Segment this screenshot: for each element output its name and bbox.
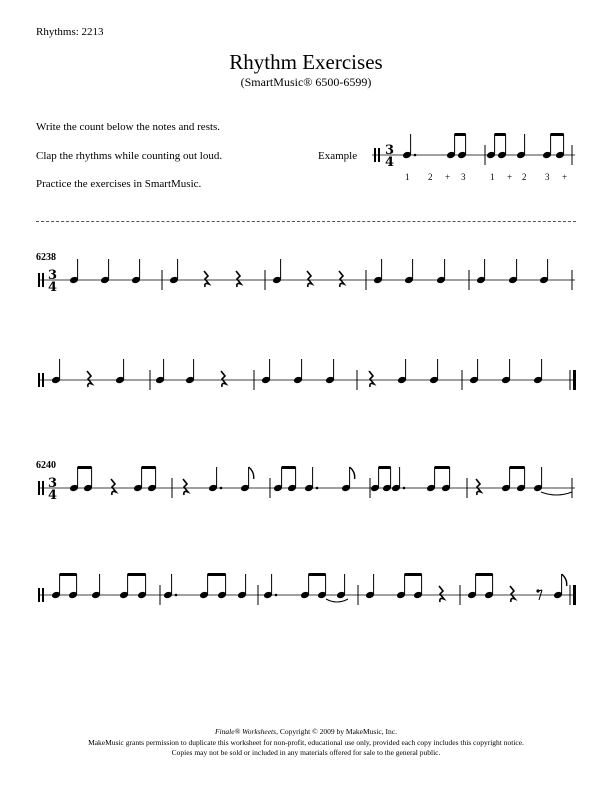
percussion-clef	[38, 481, 40, 495]
time-signature-top: 3	[385, 143, 395, 158]
beam	[208, 573, 226, 576]
divider	[36, 221, 576, 222]
dot	[175, 594, 178, 597]
example-staff	[0, 135, 612, 195]
quarter-rest	[439, 586, 444, 602]
percussion-clef	[38, 373, 40, 387]
percussion-clef	[38, 273, 40, 287]
beam	[78, 466, 92, 469]
beam	[379, 466, 391, 469]
instruction-3: Practice the exercises in SmartMusic.	[36, 178, 202, 190]
percussion-clef	[42, 373, 44, 387]
final-barline	[573, 370, 576, 390]
time-signature-top: 3	[48, 268, 58, 283]
quarter-rest	[510, 586, 515, 602]
dot	[316, 487, 319, 490]
quarter-rest	[476, 479, 481, 495]
dot	[220, 487, 223, 490]
example-count-1: 1	[405, 172, 410, 182]
beam	[551, 133, 564, 136]
dot	[275, 594, 278, 597]
beam	[405, 573, 422, 576]
percussion-clef	[374, 148, 376, 162]
eighth-flag	[249, 467, 254, 479]
tie	[541, 492, 572, 495]
time-signature-bottom: 4	[385, 155, 395, 170]
dot	[403, 487, 406, 490]
percussion-clef	[42, 481, 44, 495]
exercise-6240-line-1	[0, 463, 612, 513]
copyright-line-3: Copies may not be sold or included in any materials offered for sale to the general public.	[171, 748, 441, 757]
beam	[282, 466, 296, 469]
quarter-rest	[87, 371, 92, 387]
percussion-clef	[378, 148, 380, 162]
tie	[326, 599, 348, 602]
worksheet-label: Rhythms: 2213	[36, 26, 104, 38]
final-barline	[573, 585, 576, 605]
time-signature-bottom: 4	[48, 488, 58, 503]
instruction-2: Clap the rhythms while counting out loud.	[36, 150, 223, 162]
example-count-3: +	[445, 172, 451, 182]
example-count-5: 1	[490, 172, 495, 182]
beam	[142, 466, 156, 469]
exercise-6238-line-2	[0, 355, 612, 405]
beam	[476, 573, 493, 576]
percussion-clef	[38, 588, 40, 602]
example-count-7: 2	[522, 172, 527, 182]
beam	[60, 573, 77, 576]
eighth-flag	[350, 467, 355, 479]
example-count-6: +	[507, 172, 513, 182]
quarter-rest	[339, 271, 344, 287]
percussion-clef	[42, 588, 44, 602]
example-count-2: 2	[428, 172, 433, 182]
percussion-clef	[42, 273, 44, 287]
time-signature-bottom: 4	[48, 280, 58, 295]
quarter-rest	[111, 479, 116, 495]
exercise-number-6238: 6238	[36, 252, 56, 263]
dot	[414, 154, 417, 157]
example-count-9: +	[562, 172, 568, 182]
example-count-4: 3	[461, 172, 466, 182]
beam	[510, 466, 525, 469]
beam	[128, 573, 146, 576]
time-signature-top: 3	[48, 476, 58, 491]
quarter-rest	[183, 479, 188, 495]
beam	[435, 466, 450, 469]
eighth-flag	[562, 574, 567, 586]
page-title: Rhythm Exercises	[229, 50, 383, 74]
quarter-rest	[204, 271, 209, 287]
copyright-line-1: Finale® Worksheets, Copyright © 2009 by MakeMusic, Inc.	[215, 727, 397, 736]
example-count-8: 3	[545, 172, 550, 182]
beam	[309, 573, 326, 576]
example-label: Example	[318, 150, 358, 162]
quarter-rest	[369, 371, 374, 387]
beam	[455, 133, 466, 136]
page-subtitle: (SmartMusic® 6500-6599)	[240, 75, 372, 89]
copyright-line-2: MakeMusic grants permission to duplicate this worksheet for non-profit, educational use only, provided each copy includes this copyright notice.	[88, 738, 524, 747]
instruction-1: Write the count below the notes and rests.	[36, 121, 221, 133]
quarter-rest	[236, 271, 241, 287]
quarter-rest	[221, 371, 226, 387]
beam	[495, 133, 506, 136]
exercise-number-6240: 6240	[36, 460, 56, 471]
quarter-rest	[307, 271, 312, 287]
exercise-6238-line-1	[0, 255, 612, 305]
exercise-6240-line-2	[0, 570, 612, 620]
